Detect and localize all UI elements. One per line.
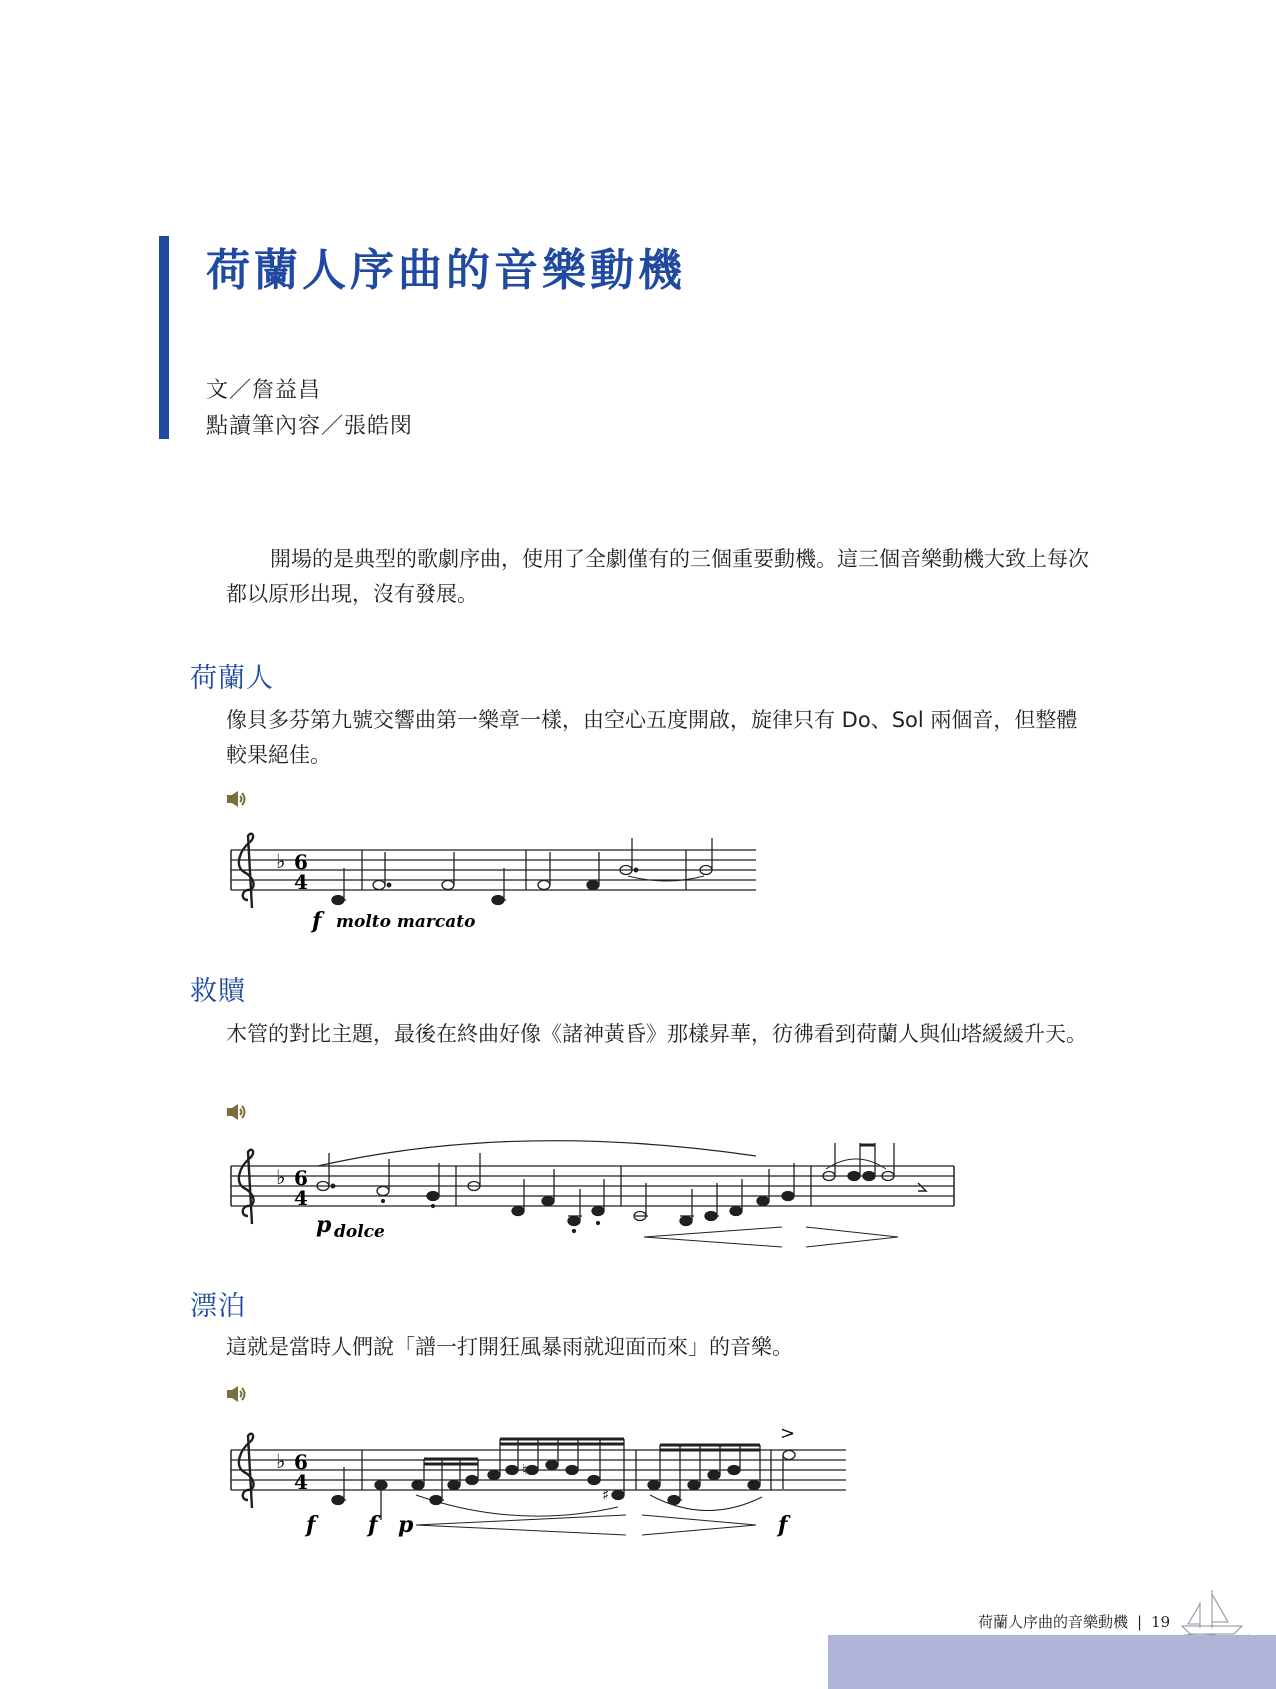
- flat-icon: ♭: [276, 849, 286, 873]
- section-text-wandering: 這就是當時人們說「譜一打開狂風暴雨就迎面而來」的音樂。: [226, 1335, 793, 1359]
- footer-band: [828, 1635, 1276, 1689]
- time-signature-bottom: 4: [294, 870, 308, 894]
- section-text-redemption: 木管的對比主題，最後在終曲好像《諸神黃昏》那樣昇華，彷彿看到荷蘭人與仙塔緩緩升天。: [226, 1022, 1087, 1046]
- music-score-redemption: [226, 1131, 966, 1261]
- pen-content-byline: 點讀筆內容／張皓閔: [206, 414, 414, 439]
- footer-title: 荷蘭人序曲的音樂動機: [978, 1613, 1129, 1631]
- dynamic-marking: p: [316, 1212, 332, 1238]
- page-title: 荷蘭人序曲的音樂動機: [206, 245, 686, 296]
- footer-separator: |: [1137, 1613, 1143, 1631]
- flat-icon: ♭: [276, 1165, 286, 1189]
- music-score-dutchman: [226, 820, 766, 940]
- page-number: 19: [1151, 1613, 1171, 1631]
- dynamic-marking: f: [306, 1512, 316, 1538]
- flat-icon: ♭: [276, 1449, 286, 1473]
- dynamic-marking: f: [778, 1512, 788, 1538]
- dynamic-marking: f: [368, 1512, 378, 1538]
- dynamic-marking: p: [398, 1512, 414, 1538]
- expression-marking: molto marcato: [336, 912, 476, 932]
- svg-text:♮: ♮: [522, 1461, 528, 1479]
- section-heading-redemption: 救贖: [190, 976, 246, 1007]
- time-signature-bottom: 4: [294, 1470, 308, 1494]
- treble-clef-icon: [239, 834, 254, 908]
- treble-clef-icon: [239, 1434, 254, 1508]
- time-signature-bottom: 4: [294, 1186, 308, 1210]
- ship-icon: [1180, 1586, 1250, 1638]
- music-score-wandering: [226, 1415, 856, 1540]
- treble-clef-icon: [239, 1150, 254, 1224]
- accent-marking: >: [780, 1423, 796, 1444]
- speaker-icon[interactable]: [226, 1386, 248, 1402]
- footer-running-title: [978, 1611, 1170, 1632]
- intro-paragraph: 開場的是典型的歌劇序曲，使用了全劇僅有的三個重要動機。這三個音樂動機大致上每次都以原形出現，沒有發展。: [226, 547, 1089, 606]
- section-text-dutchman: 像貝多芬第九號交響曲第一樂章一樣，由空心五度開啟，旋律只有 Do、Sol 兩個音，但整體較果絕佳。: [226, 708, 1078, 767]
- dynamic-marking: f: [312, 908, 322, 934]
- section-heading-dutchman: 荷蘭人: [190, 663, 274, 694]
- time-signature-top: 6: [294, 1450, 308, 1474]
- section-heading-wandering: 漂泊: [190, 1291, 246, 1322]
- speaker-icon[interactable]: [226, 1104, 248, 1120]
- author-byline: 文／詹益昌: [206, 378, 322, 403]
- time-signature-top: 6: [294, 1166, 308, 1190]
- title-accent-bar: [159, 236, 169, 439]
- speaker-icon[interactable]: [226, 791, 248, 807]
- expression-marking: dolce: [334, 1222, 385, 1242]
- time-signature-top: 6: [294, 850, 308, 874]
- svg-text:♯: ♯: [602, 1486, 610, 1504]
